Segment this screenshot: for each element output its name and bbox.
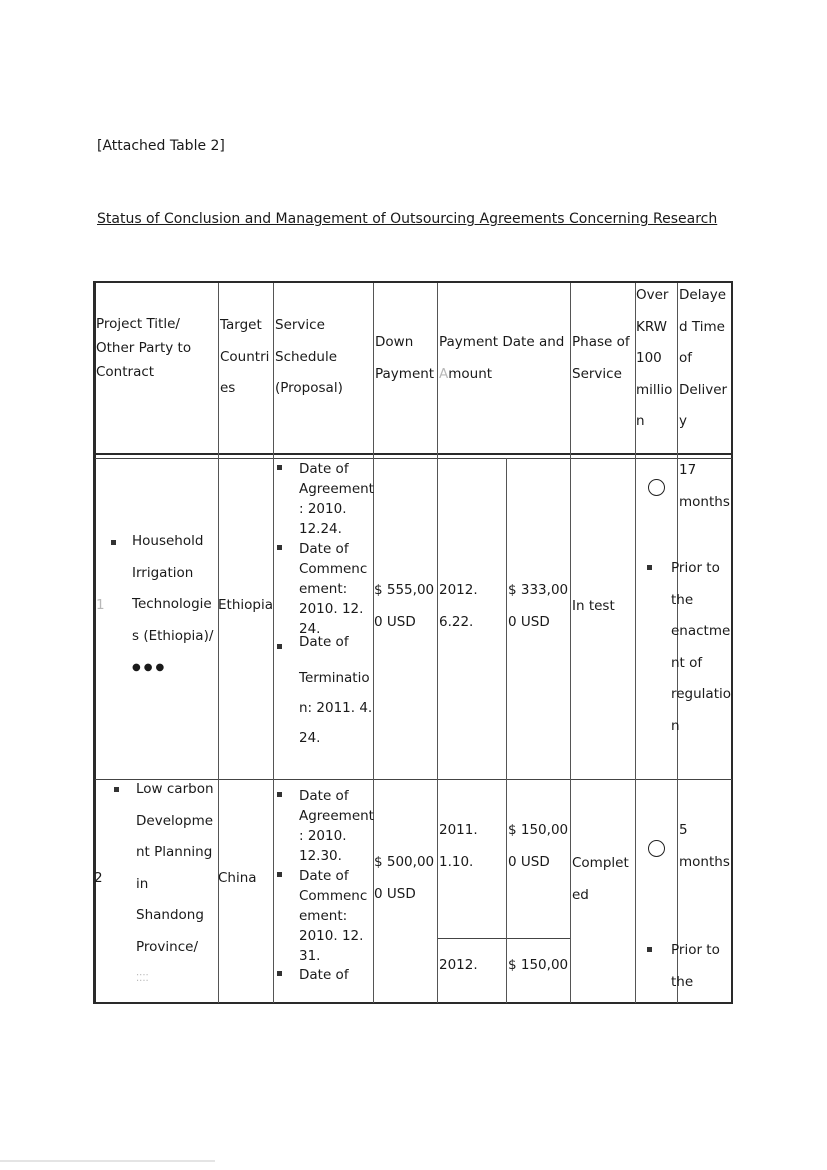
attached-table-label: [Attached Table 2] <box>97 138 225 154</box>
bullet-icon <box>277 792 282 797</box>
row2-delay-note: Prior to the <box>671 942 720 990</box>
row2-schedule-commencement: Date of Commenc ement: 2010. 12. 31. <box>299 868 368 964</box>
row-number: 2 <box>94 870 103 886</box>
col-line <box>570 283 571 1003</box>
row1-phase: In test <box>572 598 615 614</box>
header-schedule: Service Schedule (Proposal) <box>275 317 343 396</box>
row2-delay-months: 5 months <box>679 822 730 870</box>
circle-mark-icon <box>648 840 665 857</box>
bullet-icon <box>647 947 652 952</box>
row1-down-payment: $ 555,00 0 USD <box>374 582 435 630</box>
circle-mark-icon <box>648 479 665 496</box>
header-project: Project Title/ Other Party to Contract <box>96 316 192 380</box>
bullet-icon <box>277 971 282 976</box>
row2-phase: Complet ed <box>572 855 629 903</box>
row2-project: Low carbon Developme nt Planning in Shandong Province/ <box>136 781 214 955</box>
row2-payment-amount-1: $ 150,00 0 USD <box>508 822 569 870</box>
row2-down-payment: $ 500,00 0 USD <box>374 854 435 902</box>
header-separator-inner <box>95 458 732 459</box>
row2-payment-date-2: 2012. <box>439 957 478 973</box>
row2-country: China <box>218 870 257 886</box>
row1-payment-date: 2012. 6.22. <box>439 582 478 630</box>
col-line <box>506 458 507 1003</box>
col-line <box>218 283 219 1003</box>
bullet-icon <box>277 465 282 470</box>
row2-schedule-agreement: Date of Agreement : 2010. 12.30. <box>299 788 374 864</box>
header-over-krw: Over KRW 100 millio n <box>636 287 673 429</box>
row1-payment-amount: $ 333,00 0 USD <box>508 582 569 630</box>
row1-schedule-termination: Date of Terminatio n: 2011. 4. 24. <box>299 634 373 746</box>
bullet-icon <box>277 545 282 550</box>
header-payment-date: Payment Date and Amount <box>439 334 565 382</box>
header-phase: Phase of Service <box>572 334 630 382</box>
header-countries: Target Countri es <box>220 317 270 396</box>
bullet-icon <box>277 644 282 649</box>
row1-delay-months: 17 months <box>679 462 730 510</box>
row1-country: Ethiopia <box>218 597 273 613</box>
bullet-icon <box>647 565 652 570</box>
table-subtitle: Status of Conclusion and Management of Outsourcing Agreements Concerning Research <box>97 211 718 227</box>
header-delay: Delaye d Time of Deliver y <box>679 287 728 429</box>
row1-schedule-agreement: Date of Agreement : 2010. 12.24. <box>299 461 374 537</box>
header-down-payment: Down Payment <box>375 334 435 382</box>
bullet-icon <box>111 540 116 545</box>
row2-project-redacted: ⁚⁚⁚⁚ <box>136 973 149 984</box>
bullet-icon <box>277 872 282 877</box>
row1-project: Household Irrigation Technologie s (Ethiopia)/ ●●● <box>132 533 214 673</box>
scan-artifact <box>0 1160 215 1162</box>
row1-schedule-commencement: Date of Commenc ement: 2010. 12. 24. <box>299 541 368 637</box>
payment-subrow-separator <box>437 938 570 939</box>
col-line <box>437 283 438 1003</box>
bullet-icon <box>114 787 119 792</box>
row2-schedule-termination: Date of <box>299 967 349 983</box>
row2-payment-date-1: 2011. 1.10. <box>439 822 478 870</box>
row2-payment-amount-2: $ 150,00 <box>508 957 569 973</box>
row-number: 1 <box>96 597 105 613</box>
header-separator <box>95 453 732 455</box>
row1-delay-note: Prior to the enactme nt of regulatio n <box>671 560 732 734</box>
col-line <box>273 283 274 1003</box>
